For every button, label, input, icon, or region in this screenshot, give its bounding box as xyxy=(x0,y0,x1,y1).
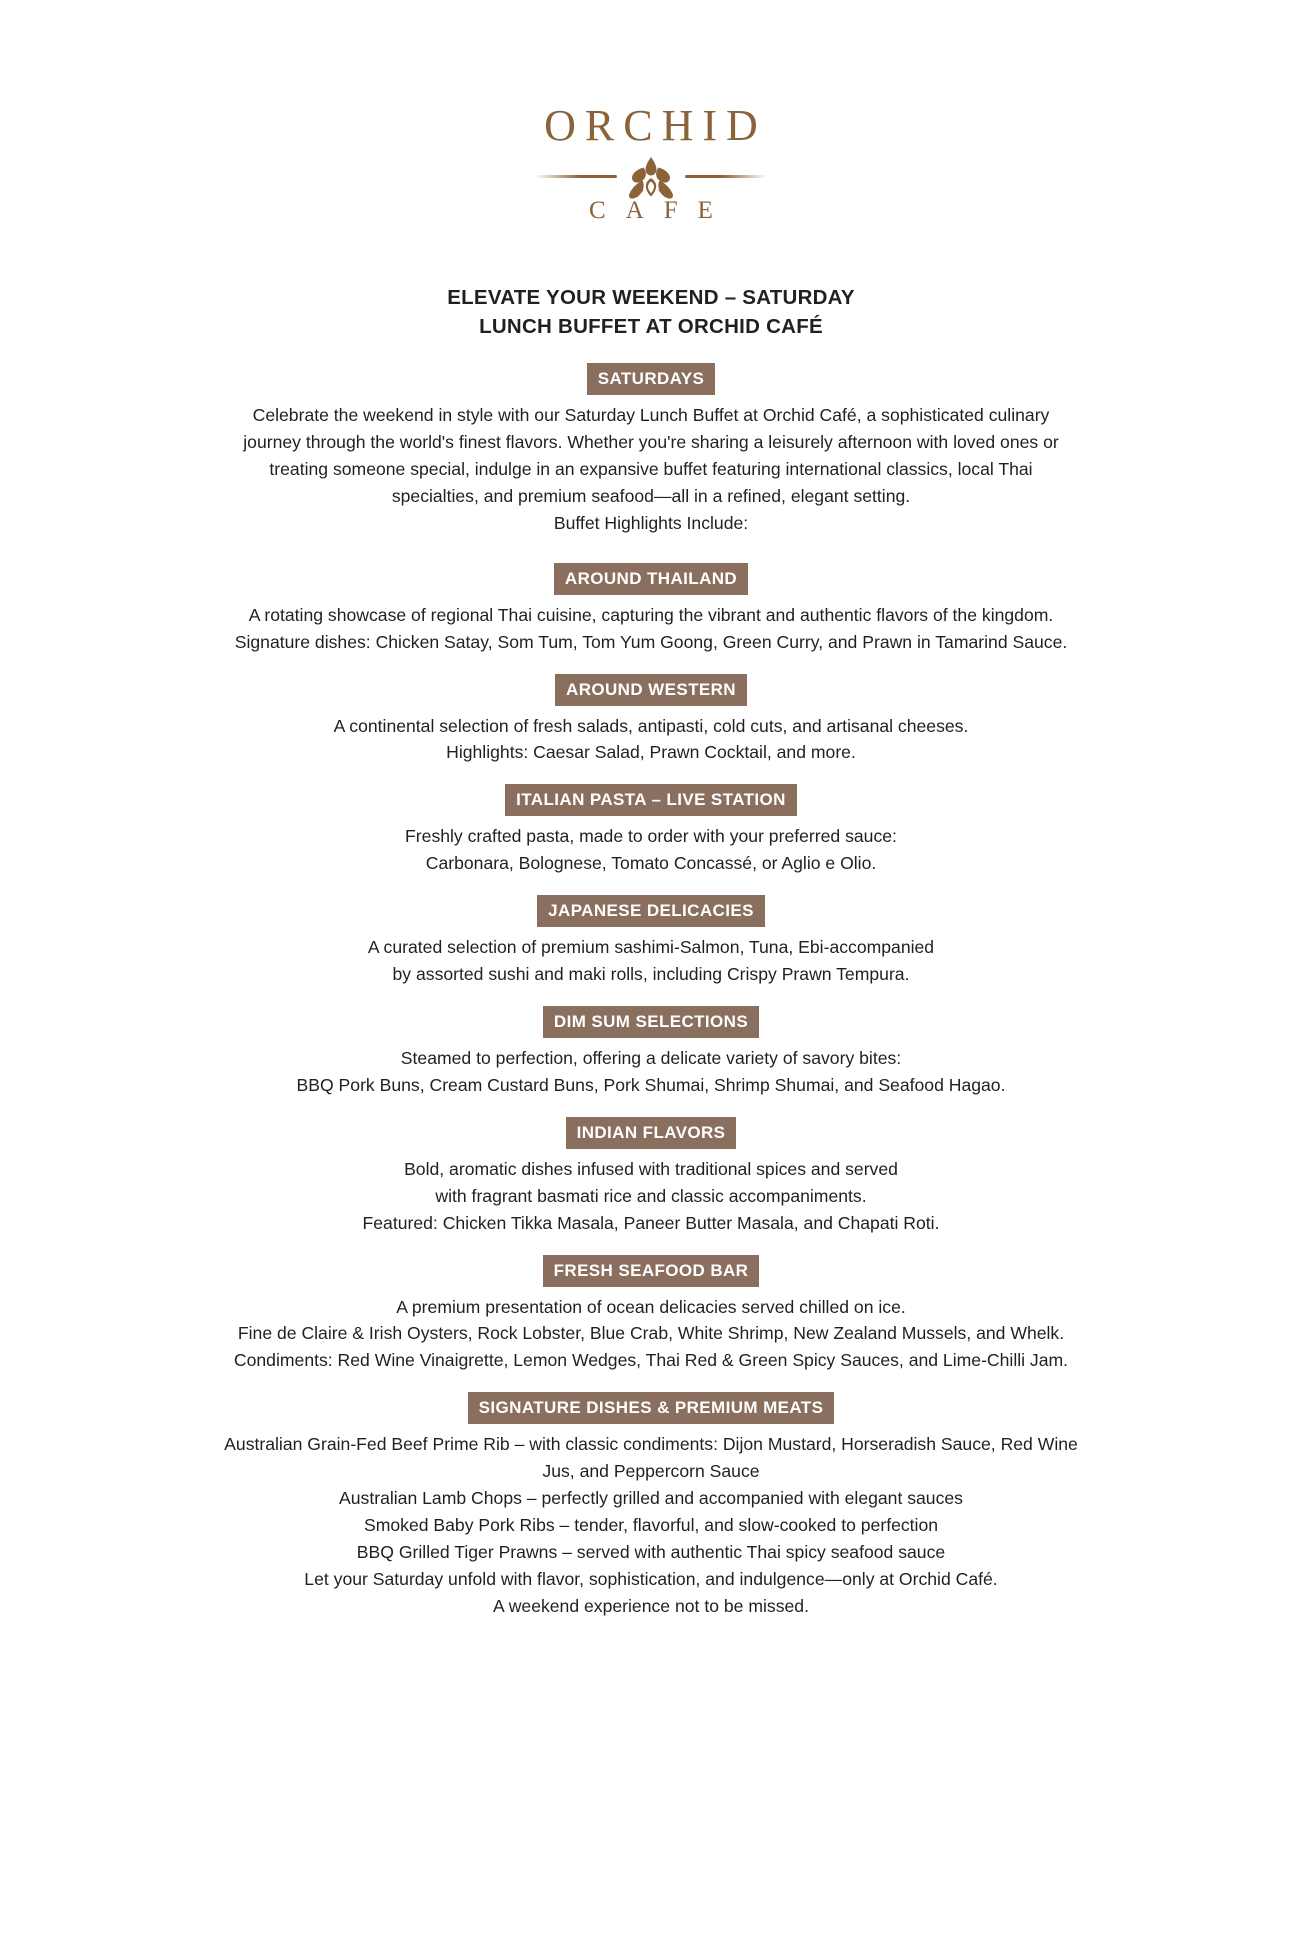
section-japanese-delicacies xyxy=(0,895,1302,988)
section-line: Fine de Claire & Irish Oysters, Rock Lobster, Blue Crab, White Shrimp, New Zealand Mussels, and Whelk. xyxy=(237,1323,1065,1344)
section-around-western xyxy=(0,674,1302,767)
section-line: Signature dishes: Chicken Satay, Som Tum, Tom Yum Goong, Green Curry, and Prawn in Tamarind Sauce. xyxy=(234,631,1068,652)
section-line: A premium presentation of ocean delicacies served chilled on ice. xyxy=(396,1296,906,1317)
section-heading-signature-dishes-premium-meats: SIGNATURE DISHES & PREMIUM MEATS xyxy=(468,1392,835,1424)
brand-wordmark: ORCHID xyxy=(544,101,767,150)
section-line: Celebrate the weekend in style with our Saturday Lunch Buffet at Orchid Café, a sophisticated culinary xyxy=(252,405,1050,426)
section-heading-around-western: AROUND WESTERN xyxy=(555,674,747,706)
section-line: A continental selection of fresh salads, antipasti, cold cuts, and artisanal cheeses. xyxy=(333,715,969,736)
section-heading-indian-flavors: INDIAN FLAVORS xyxy=(566,1117,737,1149)
section-line: BBQ Pork Buns, Cream Custard Buns, Pork Shumai, Shrimp Shumai, and Seafood Hagao. xyxy=(296,1074,1006,1095)
section-line: A rotating showcase of regional Thai cuisine, capturing the vibrant and authentic flavors of the kingdom. xyxy=(248,604,1054,625)
section-line: Let your Saturday unfold with flavor, sophistication, and indulgence—only at Orchid Café. xyxy=(304,1568,998,1589)
section-line: Buffet Highlights Include: xyxy=(553,512,749,533)
section-line: Featured: Chicken Tikka Masala, Paneer Butter Masala, and Chapati Roti. xyxy=(362,1212,940,1233)
section-spacer xyxy=(0,988,1302,1006)
section-body-signature-dishes-premium-meats xyxy=(0,1431,1302,1619)
section-heading-japanese-delicacies: JAPANESE DELICACIES xyxy=(537,895,765,927)
section-fresh-seafood-bar xyxy=(0,1255,1302,1375)
menu-sections xyxy=(0,363,1302,1619)
section-dim-sum-selections xyxy=(0,1006,1302,1099)
section-heading-around-thailand: AROUND THAILAND xyxy=(554,563,748,595)
section-line: Australian Grain-Fed Beef Prime Rib – with classic condiments: Dijon Mustard, Horseradish Sauce, Red Wine xyxy=(224,1434,1078,1455)
section-signature-dishes-premium-meats xyxy=(0,1392,1302,1619)
section-heading-fresh-seafood-bar: FRESH SEAFOOD BAR xyxy=(543,1255,760,1287)
section-line: Freshly crafted pasta, made to order with your preferred sauce: xyxy=(405,826,897,847)
page-title-line-2: LUNCH BUFFET AT ORCHID CAFÉ xyxy=(479,315,823,339)
section-line: Condiments: Red Wine Vinaigrette, Lemon Wedges, Thai Red & Green Spicy Sauces, and Lime-Chilli Jam. xyxy=(233,1350,1069,1371)
section-body-italian-pasta-live-station xyxy=(0,823,1302,877)
section-spacer xyxy=(0,1099,1302,1117)
section-body-japanese-delicacies xyxy=(0,934,1302,988)
section-spacer xyxy=(0,877,1302,895)
section-heading-saturdays: SATURDAYS xyxy=(587,363,716,395)
orchid-flower-icon xyxy=(614,154,688,200)
section-body-saturdays xyxy=(0,402,1302,537)
section-body-dim-sum-selections xyxy=(0,1045,1302,1099)
section-italian-pasta-live-station xyxy=(0,784,1302,877)
section-line: Australian Lamb Chops – perfectly grilled and accompanied with elegant sauces xyxy=(339,1488,963,1509)
section-line: A curated selection of premium sashimi-Salmon, Tuna, Ebi-accompanied xyxy=(367,937,935,958)
section-spacer xyxy=(0,1374,1302,1392)
section-line: Smoked Baby Pork Ribs – tender, flavorful, and slow-cooked to perfection xyxy=(363,1514,939,1535)
section-heading-italian-pasta-live-station: ITALIAN PASTA – LIVE STATION xyxy=(505,784,797,816)
section-line: by assorted sushi and maki rolls, including Crispy Prawn Tempura. xyxy=(392,964,910,985)
section-spacer xyxy=(0,1237,1302,1255)
section-body-around-thailand xyxy=(0,602,1302,656)
section-spacer xyxy=(0,766,1302,784)
section-saturdays xyxy=(0,363,1302,537)
divider-rule-left xyxy=(535,175,617,178)
section-indian-flavors xyxy=(0,1117,1302,1237)
section-spacer xyxy=(0,656,1302,674)
brand-subtitle: CAFE xyxy=(589,197,733,224)
section-body-indian-flavors xyxy=(0,1156,1302,1237)
section-line: journey through the world's finest flavors. Whether you're sharing a leisurely afternoon with loved ones or xyxy=(243,432,1059,453)
section-line: Jus, and Peppercorn Sauce xyxy=(542,1461,760,1482)
section-line: Bold, aromatic dishes infused with traditional spices and served xyxy=(404,1158,898,1179)
divider-rule-right xyxy=(685,175,767,178)
section-around-thailand xyxy=(0,563,1302,656)
section-body-fresh-seafood-bar xyxy=(0,1294,1302,1375)
section-body-around-western xyxy=(0,713,1302,767)
section-line: treating someone special, indulge in an expansive buffet featuring international classics, local Thai xyxy=(269,459,1033,480)
page-title-line-1: ELEVATE YOUR WEEKEND – SATURDAY xyxy=(447,286,855,309)
section-line: BBQ Grilled Tiger Prawns – served with authentic Thai spicy seafood sauce xyxy=(356,1541,946,1562)
page-title xyxy=(0,283,1302,341)
section-line: with fragrant basmati rice and classic accompaniments. xyxy=(435,1185,867,1206)
brand-logo xyxy=(0,0,1302,223)
section-heading-dim-sum-selections: DIM SUM SELECTIONS xyxy=(543,1006,759,1038)
section-line: specialties, and premium seafood—all in a refined, elegant setting. xyxy=(391,485,911,506)
section-line: Steamed to perfection, offering a delicate variety of savory bites: xyxy=(400,1048,902,1068)
section-spacer xyxy=(0,537,1302,563)
section-line: Carbonara, Bolognese, Tomato Concassé, or Aglio e Olio. xyxy=(425,853,877,874)
brand-divider xyxy=(535,154,767,200)
section-line: A weekend experience not to be missed. xyxy=(493,1595,809,1616)
section-line: Highlights: Caesar Salad, Prawn Cocktail, and more. xyxy=(446,742,856,763)
